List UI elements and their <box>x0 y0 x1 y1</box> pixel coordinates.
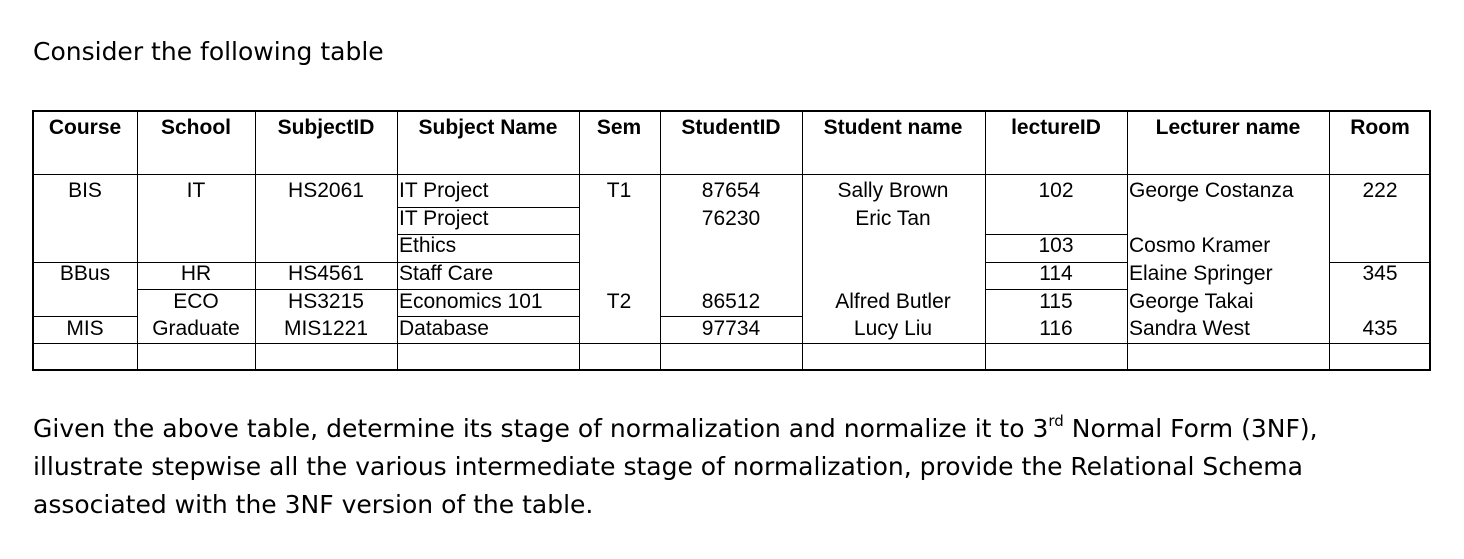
student-id-cell: 86512 <box>701 290 761 313</box>
room-cell: 435 <box>1362 317 1398 340</box>
lecture-id-cell: 115 <box>1039 290 1073 313</box>
lecture-id-cell: 114 <box>1039 262 1073 285</box>
column-divider <box>255 112 256 369</box>
intro-text: Consider the following table <box>33 37 384 66</box>
lecturer-name-cell: Elaine Springer <box>1129 262 1273 285</box>
question-part-1: Given the above table, determine its stage of normalization and normalize it to 3 <box>33 414 1049 443</box>
student-name-cell: Eric Tan <box>855 207 931 230</box>
student-id-cell: 76230 <box>701 207 761 230</box>
column-divider <box>137 112 138 369</box>
column-divider <box>397 112 398 369</box>
student-name-cell: Sally Brown <box>837 179 949 202</box>
header-lecturer-name: Lecturer name <box>1155 116 1301 139</box>
subject-name-cell: Staff Care <box>399 262 494 285</box>
room-cell: 222 <box>1362 179 1398 202</box>
column-divider <box>802 112 803 369</box>
school-cell: IT <box>186 179 206 202</box>
header-room: Room <box>1350 116 1410 139</box>
lecturer-name-cell: Sandra West <box>1129 317 1251 340</box>
subject-name-cell: Database <box>399 317 489 340</box>
lecture-id-cell: 103 <box>1038 234 1074 257</box>
student-name-cell: Alfred Butler <box>835 290 951 313</box>
header-school: School <box>160 116 232 139</box>
subject-id-cell: HS4561 <box>288 262 364 285</box>
header-subject-id: SubjectID <box>277 116 375 139</box>
subject-id-cell: HS2061 <box>288 179 364 202</box>
student-id-cell: 87654 <box>701 179 761 202</box>
student-name-cell: Lucy Liu <box>853 317 933 340</box>
header-student-id: StudentID <box>681 116 781 139</box>
lecturer-name-cell: George Costanza <box>1129 179 1294 202</box>
subject-id-cell: MIS1221 <box>283 317 369 340</box>
column-divider <box>579 112 580 369</box>
lecturer-name-cell: Cosmo Kramer <box>1129 234 1271 257</box>
course-cell: BBus <box>59 262 111 285</box>
subject-name-cell: Economics 101 <box>399 290 543 313</box>
sem-cell: T1 <box>606 179 632 202</box>
course-cell: MIS <box>66 317 104 340</box>
school-cell: HR <box>180 262 212 285</box>
data-table <box>32 110 1431 371</box>
subject-name-cell: IT Project <box>399 207 489 230</box>
header-lecture-id: lectureID <box>1011 116 1101 139</box>
column-divider <box>1329 112 1330 369</box>
header-sem: Sem <box>596 116 642 139</box>
lecture-id-cell: 102 <box>1038 179 1074 202</box>
header-subject-name: Subject Name <box>418 116 558 139</box>
question-text <box>33 410 1433 524</box>
room-cell: 345 <box>1362 262 1398 285</box>
row-divider <box>34 343 1429 344</box>
column-divider <box>985 112 986 369</box>
course-cell: BIS <box>68 179 102 202</box>
header-divider <box>34 174 1429 175</box>
lecture-id-cell: 116 <box>1039 317 1073 340</box>
lecturer-name-cell: George Takai <box>1129 290 1254 313</box>
header-course: Course <box>48 116 122 139</box>
header-student-name: Student name <box>823 116 963 139</box>
subject-name-cell: Ethics <box>399 234 457 257</box>
subject-id-cell: HS3215 <box>288 290 364 313</box>
column-divider <box>1127 112 1128 369</box>
column-divider <box>660 112 661 369</box>
subject-name-cell: IT Project <box>399 179 489 202</box>
school-cell: Graduate <box>152 317 240 340</box>
school-cell: ECO <box>173 290 219 313</box>
question-part-2: Normal Form (3NF), illustrate stepwise all the various intermediate stage of normalization, provide the Relational Schema associated with the 3NF version of the table. <box>33 414 1318 519</box>
question-superscript: rd <box>1048 411 1064 430</box>
student-id-cell: 97734 <box>701 317 761 340</box>
sem-cell: T2 <box>606 290 632 313</box>
